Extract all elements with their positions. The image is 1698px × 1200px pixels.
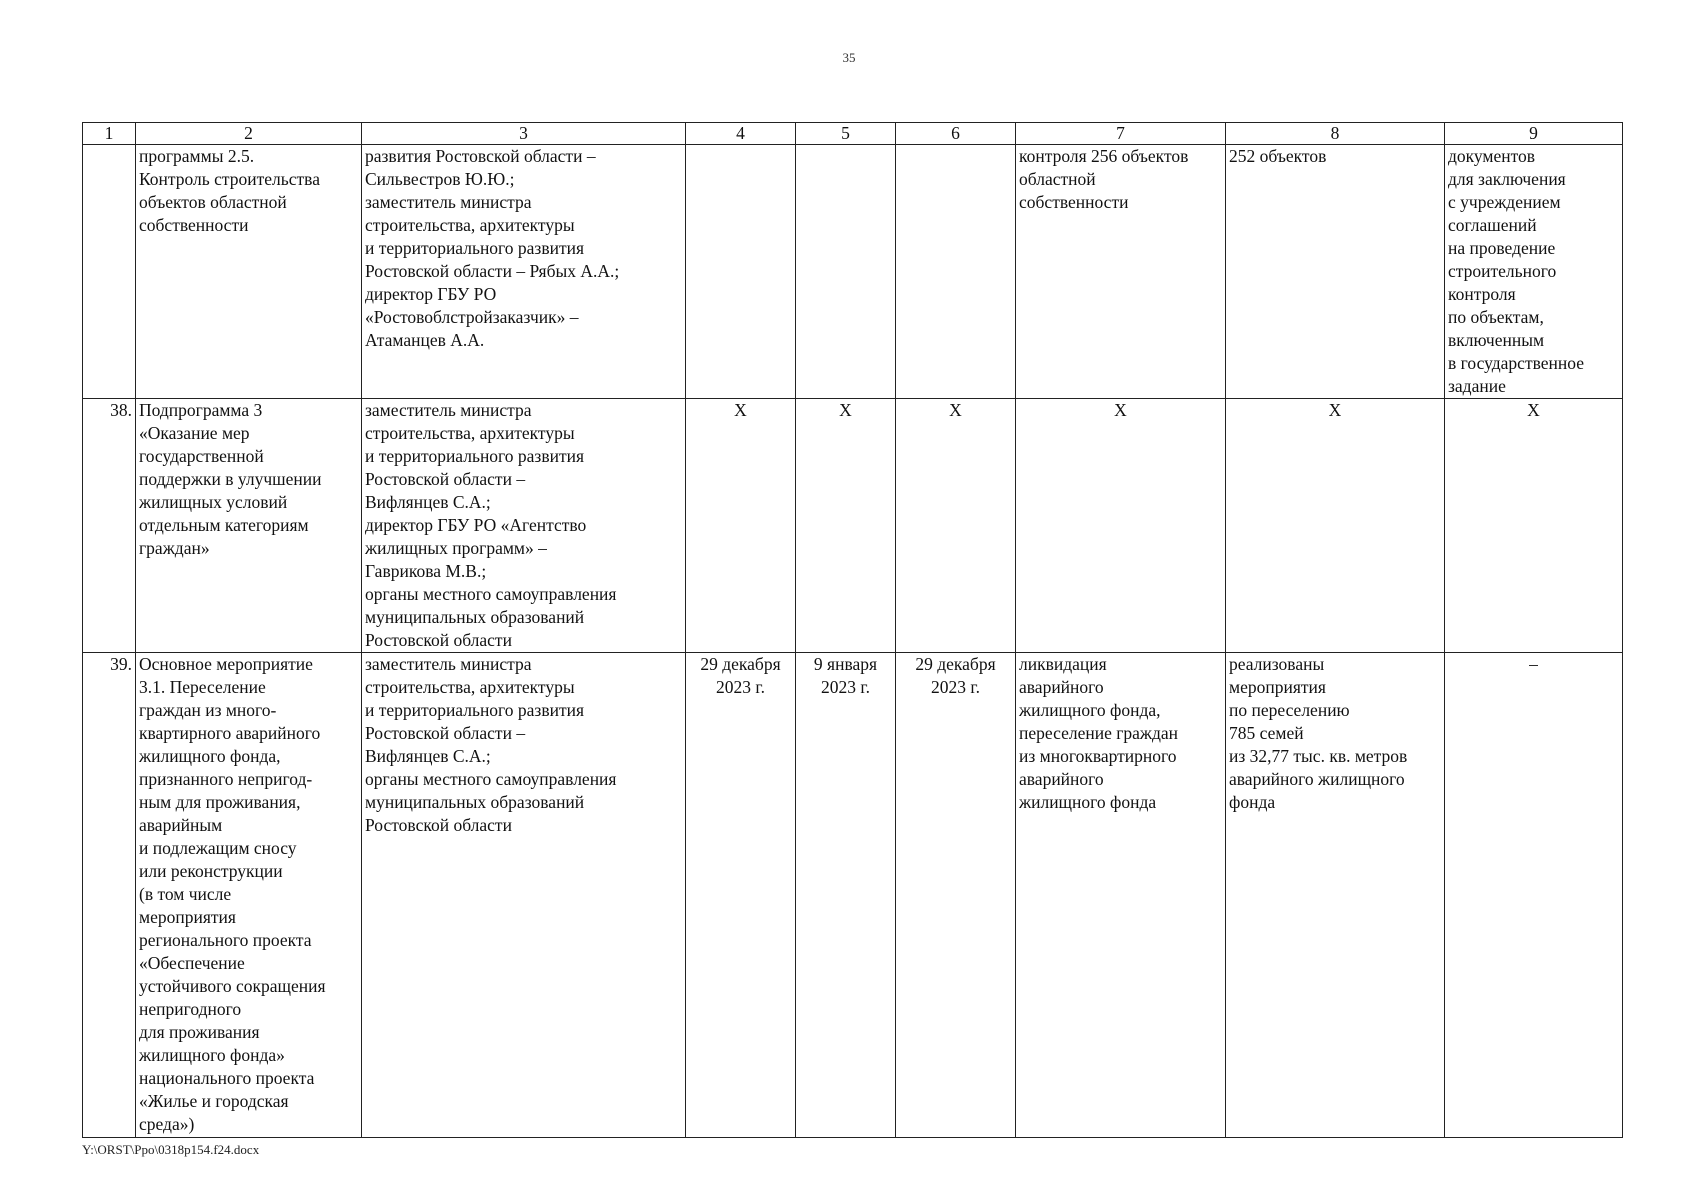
responsible-executor: развития Ростовской области – Сильвестров Ю.Ю.; заместитель министра строительства, архитектуры и территориального развития Ростовской области – Рябых А.А.; директор ГБУ РО «Ростовоблстройзаказчик» – Атаманцев А.А. xyxy=(362,145,686,399)
table-row xyxy=(83,399,1623,653)
problems-note: – xyxy=(1445,653,1623,1138)
col-header-4: 4 xyxy=(686,123,796,145)
date-cell: 9 января 2023 г. xyxy=(796,653,896,1138)
responsible-executor: заместитель министра строительства, архитектуры и территориального развития Ростовской области – Вифлянцев С.А.; директор ГБУ РО «Агентство жилищных программ» – Гаврикова М.В.; органы местного самоуправления муниципальных образований Ростовской области xyxy=(362,399,686,653)
col-header-6: 6 xyxy=(896,123,1016,145)
date-cell xyxy=(686,145,796,399)
expected-result: X xyxy=(1016,399,1226,653)
row-number: 39. xyxy=(83,653,136,1138)
row-number: 38. xyxy=(83,399,136,653)
date-cell: X xyxy=(796,399,896,653)
measures-table xyxy=(82,122,1623,1138)
measure-name: Основное мероприятие 3.1. Переселение граждан из много- квартирного аварийного жилищного фонда, признанного непригод- ным для проживания, аварийным и подлежащим сносу или реконструкции (в том числе мероприятия регионального проекта «Обеспечение устойчивого сокращения непригодного для проживания жилищного фонда» национального проекта «Жилье и городская среда») xyxy=(136,653,362,1138)
expected-result: ликвидация аварийного жилищного фонда, переселение граждан из многоквартирного аварийного жилищного фонда xyxy=(1016,653,1226,1138)
measure-name: Подпрограмма 3 «Оказание мер государственной поддержки в улучшении жилищных условий отдельным категориям граждан» xyxy=(136,399,362,653)
date-cell: 29 декабря 2023 г. xyxy=(896,653,1016,1138)
table-row xyxy=(83,145,1623,399)
col-header-7: 7 xyxy=(1016,123,1226,145)
measure-name: программы 2.5. Контроль строительства объектов областной собственности xyxy=(136,145,362,399)
date-cell: X xyxy=(686,399,796,653)
date-cell xyxy=(896,145,1016,399)
actual-result: X xyxy=(1226,399,1445,653)
col-header-2: 2 xyxy=(136,123,362,145)
col-header-1: 1 xyxy=(83,123,136,145)
date-cell: 29 декабря 2023 г. xyxy=(686,653,796,1138)
header-row xyxy=(83,123,1623,145)
page-number: 35 xyxy=(842,50,856,65)
date-cell xyxy=(796,145,896,399)
actual-result: 252 объектов xyxy=(1226,145,1445,399)
expected-result: контроля 256 объектов областной собственности xyxy=(1016,145,1226,399)
responsible-executor: заместитель министра строительства, архитектуры и территориального развития Ростовской области – Вифлянцев С.А.; органы местного самоуправления муниципальных образований Ростовской области xyxy=(362,653,686,1138)
actual-result: реализованы мероприятия по переселению 785 семей из 32,77 тыс. кв. метров аварийного жилищного фонда xyxy=(1226,653,1445,1138)
problems-note: X xyxy=(1445,399,1623,653)
problems-note: документов для заключения с учреждением соглашений на проведение строительного контроля по объектам, включенным в государственное задание xyxy=(1445,145,1623,399)
col-header-8: 8 xyxy=(1226,123,1445,145)
row-number xyxy=(83,145,136,399)
col-header-5: 5 xyxy=(796,123,896,145)
file-path-footer: Y:\ORST\Ppo\0318p154.f24.docx xyxy=(82,1142,260,1157)
table-row xyxy=(83,653,1623,1138)
col-header-9: 9 xyxy=(1445,123,1623,145)
date-cell: X xyxy=(896,399,1016,653)
col-header-3: 3 xyxy=(362,123,686,145)
